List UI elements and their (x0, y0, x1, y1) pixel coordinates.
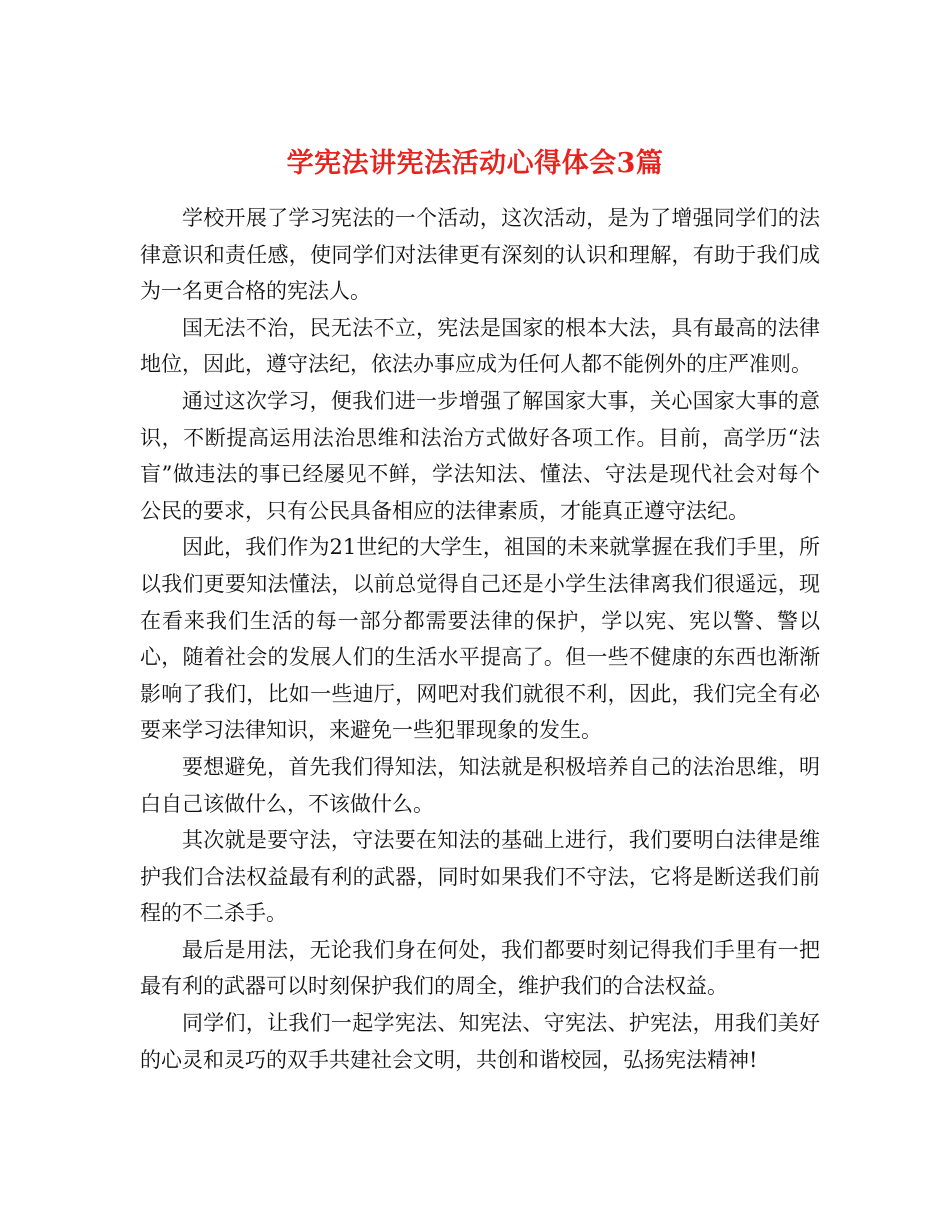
paragraph-2: 国无法不治，民无法不立，宪法是国家的根本大法，具有最高的法律地位，因此，遵守法纪，依法办事应成为任何人都不能例外的庄严准则。 (140, 315, 820, 377)
paragraph-6: 其次就是要守法，守法要在知法的基础上进行，我们要明白法律是维护我们合法权益最有利的武器，同时如果我们不守法，它将是断送我们前程的不二杀手。 (140, 828, 820, 926)
document-body (140, 200, 820, 1078)
paragraph-3: 通过这次学习，便我们进一步增强了解国家大事，关心国家大事的意识，不断提高运用法治思维和法治方式做好各项工作。目前，高学历“法盲”做违法的事已经屡见不鲜，学法知法、懂法、守法是现代社会对每个公民的要求，只有公民具备相应的法律素质，才能真正遵守法纪。 (140, 388, 820, 523)
paragraph-5: 要想避免，首先我们得知法，知法就是积极培养自己的法治思维，明白自己该做什么，不该做什么。 (140, 754, 820, 816)
paragraph-1: 学校开展了学习宪法的一个活动，这次活动，是为了增强同学们的法律意识和责任感，使同学们对法律更有深刻的认识和理解，有助于我们成为一名更合格的宪法人。 (140, 206, 820, 304)
paragraph-7: 最后是用法，无论我们身在何处，我们都要时刻记得我们手里有一把最有利的武器可以时刻保护我们的周全，维护我们的合法权益。 (140, 937, 820, 999)
paragraph-4: 因此，我们作为21世纪的大学生，祖国的未来就掌握在我们手里，所以我们更要知法懂法，以前总觉得自己还是小学生法律离我们很遥远，现在看来我们生活的每一部分都需要法律的保护，学以宪、宪以警、警以心，随着社会的发展人们的生活水平提高了。但一些不健康的东西也渐渐影响了我们，比如一些迪厅，网吧对我们就很不利，因此，我们完全有必要来学习法律知识，来避免一些犯罪现象的发生。 (140, 535, 820, 743)
paragraph-8: 同学们，让我们一起学宪法、知宪法、守宪法、护宪法，用我们美好的心灵和灵巧的双手共建社会文明，共创和谐校园，弘扬宪法精神! (140, 1011, 820, 1072)
document-title: 学宪法讲宪法活动心得体会3篇 (286, 148, 664, 180)
